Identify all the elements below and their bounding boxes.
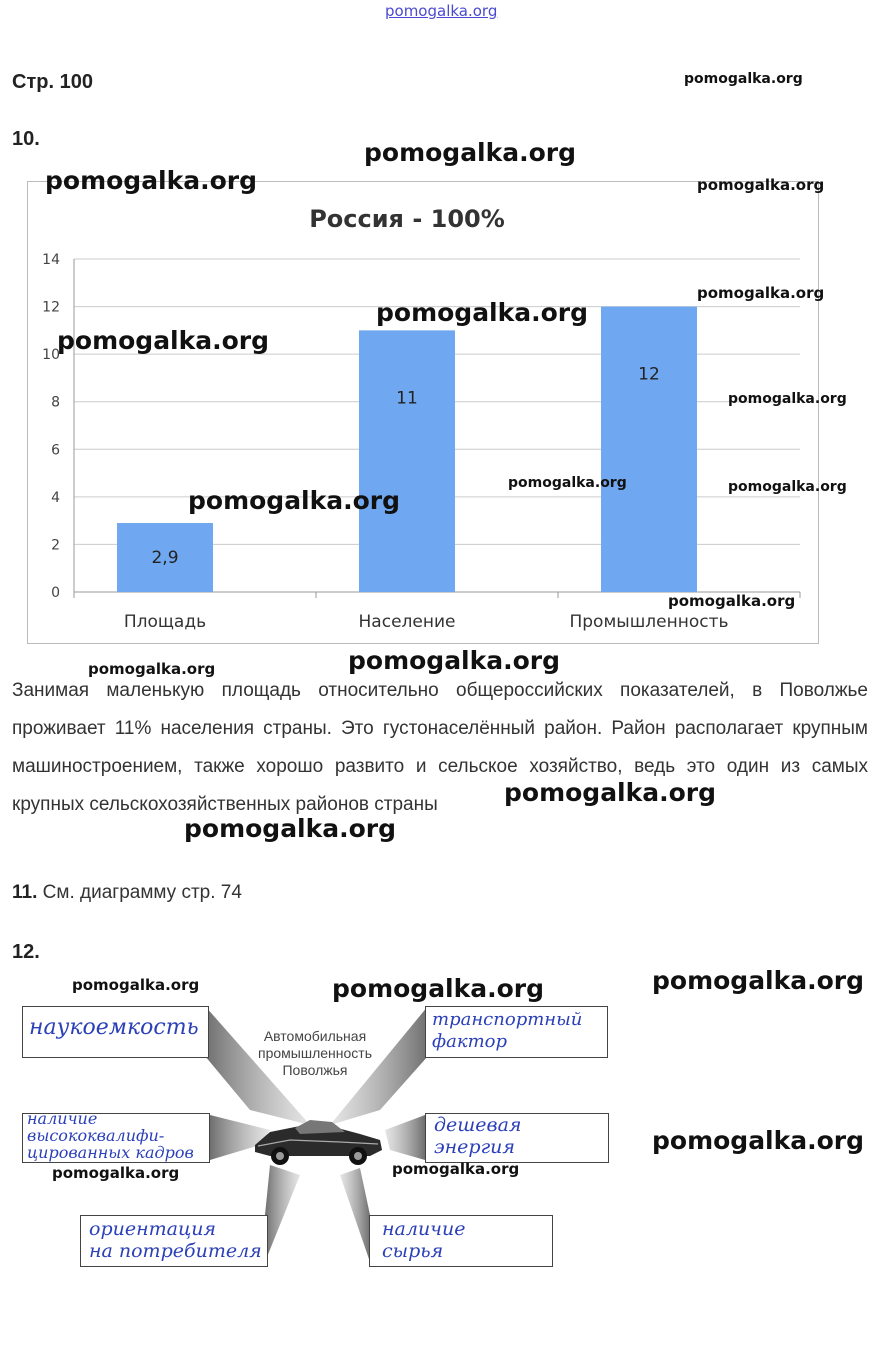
watermark: pomogalka.org <box>684 71 803 87</box>
watermark: pomogalka.org <box>376 298 589 327</box>
box-text-block <box>432 1009 582 1053</box>
y-tick-label: 6 <box>51 442 60 459</box>
box-text: дешевая <box>434 1114 522 1136</box>
watermark: pomogalka.org <box>52 1164 180 1182</box>
watermark: pomogalka.org <box>652 1126 865 1155</box>
box-transport-factor <box>425 1006 608 1058</box>
task-10-text: Занимая маленькую площадь относительно общероссийских показателей, в Поволжье проживает 11% населения страны. Это густонаселённый район. Район располагает крупным машиностроением, также хорошо развито и сельское хозяйство, ведь это один из самых крупных сельскохозяйственных районов страны <box>12 680 868 815</box>
box-text-block <box>27 1110 194 1161</box>
x-category-label: Площадь <box>123 612 207 632</box>
box-consumer-orientation <box>80 1215 268 1267</box>
watermark: pomogalka.org <box>348 646 561 675</box>
watermark: pomogalka.org <box>697 284 825 302</box>
watermark: pomogalka.org <box>45 166 258 195</box>
data-label: 11 <box>396 388 418 409</box>
ray-bottom-left <box>265 1165 300 1262</box>
x-category-label: Население <box>358 612 456 632</box>
box-text: высококвалифи- <box>27 1126 165 1145</box>
box-text-block <box>434 1114 522 1158</box>
task-11-line <box>12 882 242 904</box>
task-12-label: 12. <box>12 941 40 963</box>
y-tick-label: 0 <box>51 585 60 601</box>
watermark: pomogalka.org <box>364 138 577 167</box>
watermark: pomogalka.org <box>728 391 847 407</box>
box-text: ориентация <box>89 1218 217 1240</box>
y-tick-label: 10 <box>42 347 60 364</box>
watermark: pomogalka.org <box>184 814 397 843</box>
watermark: pomogalka.org <box>652 966 865 995</box>
watermark: pomogalka.org <box>668 592 796 610</box>
page-reference: Стр. 100 <box>12 71 93 93</box>
task-11-label: 11. <box>12 882 38 903</box>
watermark: pomogalka.org <box>88 660 216 678</box>
box-raw-materials <box>369 1215 553 1267</box>
box-text: наличие <box>382 1218 466 1240</box>
sports-car-icon <box>250 1110 385 1170</box>
watermark: pomogalka.org <box>332 974 545 1003</box>
box-text: сырья <box>382 1240 444 1262</box>
y-tick-label: 2 <box>51 537 60 554</box>
bar <box>359 330 455 592</box>
task-11-text: См. диаграмму стр. 74 <box>37 882 242 903</box>
center-caption-line: Автомобильная <box>263 1028 367 1044</box>
ray-mid-right <box>385 1115 425 1160</box>
box-knowledge-intensity <box>22 1006 209 1058</box>
bar <box>601 307 697 592</box>
y-tick-label: 14 <box>42 252 60 268</box>
box-text: цированных кадров <box>27 1143 194 1162</box>
box-qualified-staff <box>22 1109 210 1163</box>
center-caption <box>245 1028 385 1079</box>
box-text: энергия <box>434 1136 515 1158</box>
center-caption-line: Поволжья <box>282 1062 348 1078</box>
box-cheap-energy <box>425 1113 609 1163</box>
top-watermark-link[interactable]: pomogalka.org <box>385 2 498 20</box>
watermark: pomogalka.org <box>57 326 270 355</box>
watermark: pomogalka.org <box>697 176 825 194</box>
data-label: 12 <box>638 364 660 385</box>
chart-title: Россия - 100% <box>309 205 505 233</box>
box-text: наличие <box>27 1109 98 1128</box>
bar-chart <box>27 181 819 644</box>
watermark: pomogalka.org <box>728 479 847 495</box>
watermark: pomogalka.org <box>392 1160 520 1178</box>
box-text-block <box>89 1218 262 1262</box>
box-text: наукоемкость <box>29 1015 199 1040</box>
y-tick-label: 4 <box>51 489 60 506</box>
box-text-block <box>382 1218 465 1262</box>
center-caption-line: промышленность <box>258 1045 372 1061</box>
bar-chart-svg <box>28 182 818 643</box>
box-text: транспортный <box>432 1009 583 1030</box>
watermark: pomogalka.org <box>504 778 717 807</box>
watermark: pomogalka.org <box>72 976 200 994</box>
box-text: на потребителя <box>89 1240 262 1262</box>
data-label: 2,9 <box>151 548 179 569</box>
box-text: фактор <box>432 1031 507 1052</box>
watermark: pomogalka.org <box>508 475 627 491</box>
watermark: pomogalka.org <box>188 486 401 515</box>
task-10-label: 10. <box>12 128 40 150</box>
y-tick-label: 12 <box>42 299 60 316</box>
ray-bottom-right <box>340 1168 370 1262</box>
x-category-label: Промышленность <box>569 612 729 632</box>
y-tick-label: 8 <box>51 394 60 411</box>
